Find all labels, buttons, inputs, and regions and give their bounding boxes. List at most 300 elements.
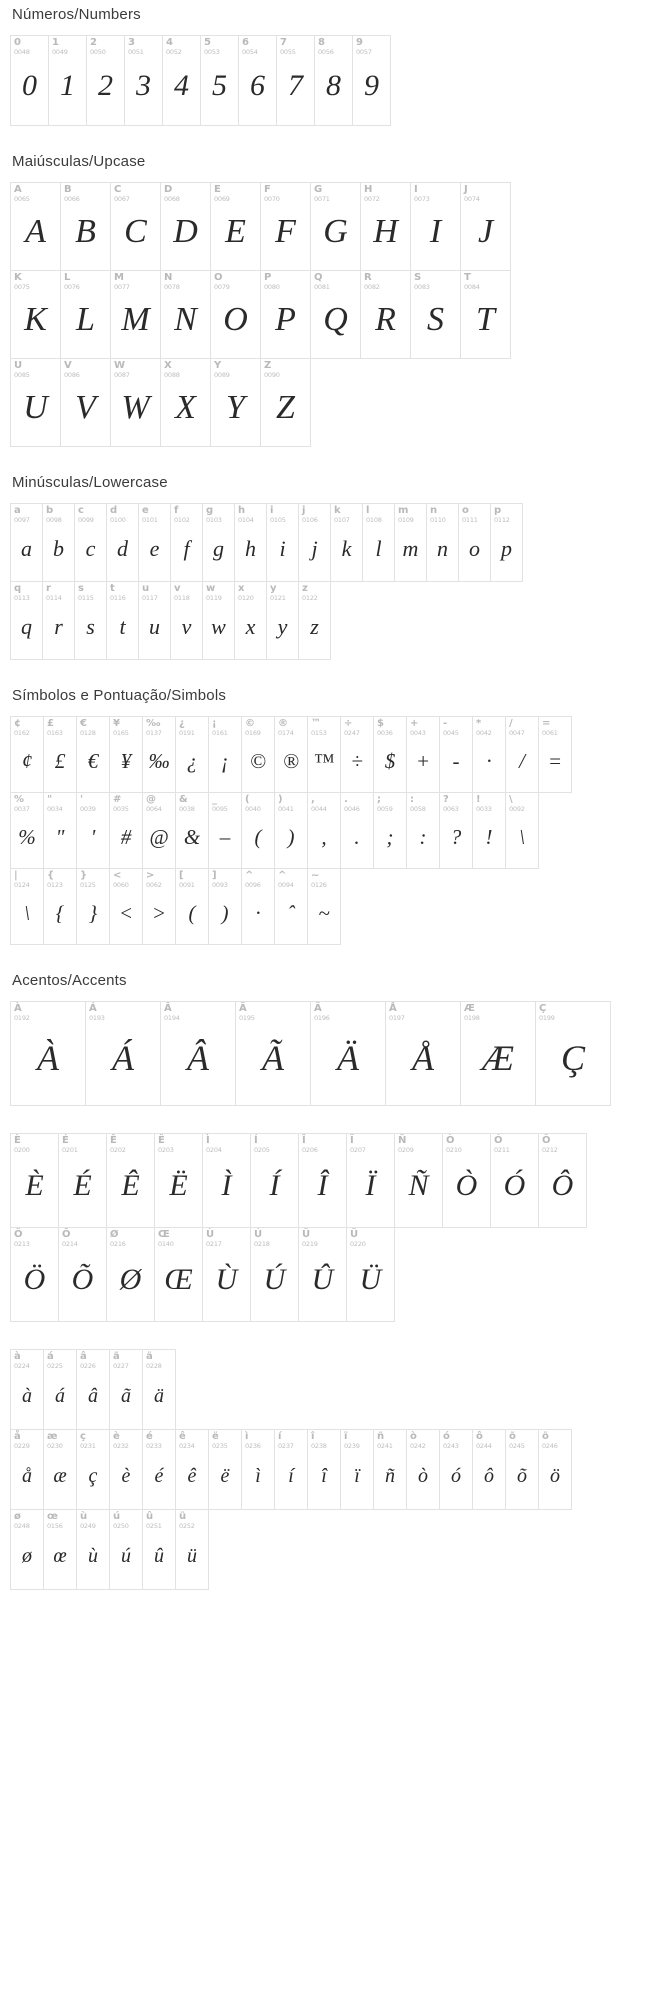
- glyph-character-label: ö: [542, 1431, 549, 1442]
- glyph-cell[interactable]: [299, 1228, 347, 1322]
- glyph-preview: É: [73, 1169, 92, 1203]
- glyph-cell[interactable]: [61, 359, 111, 447]
- glyph-cell[interactable]: [275, 793, 308, 869]
- glyph-preview: Œ: [164, 1263, 193, 1297]
- glyph-cell[interactable]: [11, 717, 44, 793]
- glyph-code-label: 0161: [212, 728, 228, 737]
- glyph-character-label: È: [14, 1135, 21, 1146]
- glyph-character-label: n: [430, 505, 438, 516]
- glyph-cell[interactable]: [203, 504, 235, 582]
- glyph-cell[interactable]: [59, 1134, 107, 1228]
- glyph-cell[interactable]: [491, 504, 523, 582]
- glyph-character-label: ã: [113, 1351, 120, 1362]
- glyph-cell[interactable]: [506, 1430, 539, 1510]
- glyph-code-label: 0094: [278, 880, 294, 889]
- glyph-cell[interactable]: [171, 504, 203, 582]
- glyph-meta: [61, 359, 110, 378]
- glyph-cell[interactable]: [11, 869, 44, 945]
- glyph-preview: B: [75, 213, 96, 251]
- glyph-meta: [11, 1510, 43, 1529]
- glyph-cell[interactable]: [347, 1228, 395, 1322]
- glyph-preview: Ø: [119, 1263, 142, 1297]
- glyph-cell[interactable]: [110, 1350, 143, 1430]
- glyph-cell[interactable]: [242, 869, 275, 945]
- glyph-cell[interactable]: [461, 183, 511, 271]
- glyph-cell[interactable]: [143, 1430, 176, 1510]
- glyph-cell[interactable]: [251, 1134, 299, 1228]
- glyph-meta: [539, 1430, 571, 1449]
- glyph-preview: Ñ: [408, 1169, 429, 1203]
- glyph-cell[interactable]: [110, 1430, 143, 1510]
- glyph-cell[interactable]: [209, 717, 242, 793]
- glyph-cell[interactable]: [411, 183, 461, 271]
- glyph-meta: [341, 793, 373, 812]
- glyph-cell[interactable]: [59, 1228, 107, 1322]
- glyph-meta: [77, 1510, 109, 1529]
- glyph-cell[interactable]: [443, 1134, 491, 1228]
- glyph-cell[interactable]: [203, 1134, 251, 1228]
- glyph-character-label: 9: [356, 37, 363, 48]
- glyph-cell[interactable]: [161, 1002, 236, 1106]
- glyph-code-label: 0048: [14, 47, 30, 56]
- glyph-cell[interactable]: [11, 359, 61, 447]
- glyph-preview: c: [85, 536, 96, 562]
- section-title: Acentos/Accents: [12, 972, 127, 989]
- glyph-preview: Á: [112, 1038, 134, 1079]
- glyph-cell[interactable]: [374, 1430, 407, 1510]
- glyph-cell[interactable]: [251, 1228, 299, 1322]
- glyph-cell[interactable]: [261, 271, 311, 359]
- glyph-cell[interactable]: [110, 717, 143, 793]
- glyph-cell[interactable]: [473, 717, 506, 793]
- glyph-cell[interactable]: [11, 183, 61, 271]
- glyph-preview: N: [174, 301, 197, 339]
- glyph-meta: [110, 1430, 142, 1449]
- glyph-cell[interactable]: [44, 1350, 77, 1430]
- glyph-code-label: 0069: [214, 194, 230, 203]
- glyph-row: [10, 1133, 587, 1228]
- glyph-cell[interactable]: [299, 504, 331, 582]
- glyph-cell[interactable]: [267, 582, 299, 660]
- glyph-cell[interactable]: [11, 36, 49, 126]
- glyph-cell[interactable]: [11, 793, 44, 869]
- glyph-character-label: (: [245, 794, 250, 805]
- glyph-cell[interactable]: [539, 1134, 587, 1228]
- glyph-cell[interactable]: [11, 1430, 44, 1510]
- glyph-cell[interactable]: [43, 582, 75, 660]
- glyph-cell[interactable]: [311, 183, 361, 271]
- glyph-code-label: 0247: [344, 728, 360, 737]
- glyph-cell[interactable]: [110, 793, 143, 869]
- glyph-preview: £: [54, 748, 66, 773]
- glyph-cell[interactable]: [242, 793, 275, 869]
- glyph-cell[interactable]: [440, 1430, 473, 1510]
- glyph-preview: f: [183, 536, 190, 562]
- glyph-preview: ¿: [186, 748, 198, 773]
- glyph-cell[interactable]: [308, 1430, 341, 1510]
- glyph-character-label: Q: [314, 272, 323, 283]
- glyph-character-label: v: [174, 583, 181, 594]
- glyph-meta: [11, 36, 48, 55]
- glyph-meta: [407, 1430, 439, 1449]
- glyph-meta: [209, 717, 241, 736]
- glyph-section: [0, 153, 661, 447]
- glyph-cell[interactable]: [176, 717, 209, 793]
- glyph-cell[interactable]: [275, 717, 308, 793]
- glyph-cell[interactable]: [411, 271, 461, 359]
- glyph-meta: [161, 1002, 235, 1021]
- glyph-cell[interactable]: [236, 1002, 311, 1106]
- glyph-meta: [111, 359, 160, 378]
- glyph-cell[interactable]: [539, 717, 572, 793]
- glyph-cell[interactable]: [341, 793, 374, 869]
- glyph-cell[interactable]: [209, 1430, 242, 1510]
- glyph-cell[interactable]: [211, 183, 261, 271]
- glyph-rows: [10, 1001, 661, 1106]
- glyph-meta: [209, 869, 241, 888]
- glyph-meta: [125, 36, 162, 55]
- glyph-cell[interactable]: [341, 1430, 374, 1510]
- glyph-cell[interactable]: [87, 36, 125, 126]
- glyph-cell[interactable]: [107, 504, 139, 582]
- glyph-cell[interactable]: [239, 36, 277, 126]
- glyph-cell[interactable]: [11, 1350, 44, 1430]
- glyph-cell[interactable]: [440, 717, 473, 793]
- glyph-character-label: H: [364, 184, 373, 195]
- glyph-cell[interactable]: [539, 1430, 572, 1510]
- glyph-cell[interactable]: [61, 183, 111, 271]
- glyph-rows: [10, 35, 661, 126]
- glyph-meta: [341, 1430, 373, 1449]
- glyph-cell[interactable]: [107, 1228, 155, 1322]
- glyph-cell[interactable]: [111, 271, 161, 359]
- glyph-character-label: {: [47, 870, 55, 881]
- glyph-preview: ÷: [351, 748, 363, 773]
- glyph-cell[interactable]: [44, 869, 77, 945]
- glyph-cell[interactable]: [77, 717, 110, 793]
- glyph-cell[interactable]: [176, 869, 209, 945]
- glyph-code-label: 0244: [476, 1441, 492, 1450]
- glyph-cell[interactable]: [347, 1134, 395, 1228]
- glyph-cell[interactable]: [341, 717, 374, 793]
- glyph-character-label: Ô: [542, 1135, 551, 1146]
- glyph-meta: [11, 504, 42, 523]
- glyph-preview: &: [183, 824, 201, 849]
- glyph-meta: [11, 359, 60, 378]
- glyph-meta: [77, 1430, 109, 1449]
- glyph-meta: [110, 1350, 142, 1369]
- glyph-cell[interactable]: [315, 36, 353, 126]
- glyph-code-label: 0061: [542, 728, 558, 737]
- glyph-character-label: ¡: [212, 718, 217, 729]
- glyph-cell[interactable]: [44, 717, 77, 793]
- glyph-cell[interactable]: [139, 582, 171, 660]
- glyph-preview: z: [310, 614, 319, 640]
- glyph-cell[interactable]: [201, 36, 239, 126]
- glyph-cell[interactable]: [77, 869, 110, 945]
- glyph-cell[interactable]: [235, 504, 267, 582]
- glyph-code-label: 0123: [47, 880, 63, 889]
- glyph-meta: [374, 793, 406, 812]
- glyph-character-label: \: [509, 794, 513, 805]
- glyph-meta: [59, 1134, 106, 1153]
- glyph-meta: [395, 504, 426, 523]
- glyph-preview: i: [279, 536, 286, 562]
- glyph-cell[interactable]: [161, 271, 211, 359]
- glyph-cell[interactable]: [361, 183, 411, 271]
- glyph-cell[interactable]: [299, 1134, 347, 1228]
- glyph-meta: [311, 183, 360, 202]
- glyph-cell[interactable]: [427, 504, 459, 582]
- glyph-cell[interactable]: [407, 1430, 440, 1510]
- glyph-cell[interactable]: [473, 1430, 506, 1510]
- glyph-preview: ó: [451, 1464, 461, 1487]
- glyph-character-label: Ñ: [398, 1135, 407, 1146]
- glyph-meta: [308, 869, 340, 888]
- glyph-preview: 4: [174, 69, 189, 103]
- glyph-cell[interactable]: [211, 271, 261, 359]
- glyph-cell[interactable]: [125, 36, 163, 126]
- glyph-preview: <: [118, 900, 134, 925]
- glyph-character-label: Å: [389, 1003, 397, 1014]
- glyph-cell[interactable]: [143, 1350, 176, 1430]
- glyph-cell[interactable]: [77, 1350, 110, 1430]
- glyph-code-label: 0192: [14, 1013, 30, 1022]
- glyph-cell[interactable]: [473, 793, 506, 869]
- glyph-cell[interactable]: [44, 1430, 77, 1510]
- glyph-cell[interactable]: [143, 793, 176, 869]
- glyph-preview: b: [53, 536, 64, 562]
- glyph-cell[interactable]: [11, 1134, 59, 1228]
- glyph-cell[interactable]: [44, 793, 77, 869]
- glyph-cell[interactable]: [361, 271, 411, 359]
- glyph-cell[interactable]: [235, 582, 267, 660]
- glyph-cell[interactable]: [77, 793, 110, 869]
- glyph-code-label: 0113: [14, 593, 30, 602]
- glyph-preview: e: [149, 536, 160, 562]
- glyph-cell[interactable]: [110, 1510, 143, 1590]
- glyph-row: [10, 270, 511, 359]
- glyph-cell[interactable]: [176, 1430, 209, 1510]
- glyph-code-label: 0096: [245, 880, 261, 889]
- glyph-cell[interactable]: [242, 717, 275, 793]
- glyph-cell[interactable]: [275, 1430, 308, 1510]
- glyph-cell[interactable]: [11, 1228, 59, 1322]
- glyph-cell[interactable]: [44, 1510, 77, 1590]
- glyph-cell[interactable]: [311, 1002, 386, 1106]
- glyph-cell[interactable]: [161, 359, 211, 447]
- glyph-preview: D: [173, 213, 198, 251]
- glyph-cell[interactable]: [171, 582, 203, 660]
- glyph-cell[interactable]: [161, 183, 211, 271]
- glyph-preview: à: [22, 1384, 32, 1407]
- glyph-character-label: E: [214, 184, 221, 195]
- glyph-meta: [235, 582, 266, 601]
- glyph-character-label: Æ: [464, 1003, 475, 1014]
- glyph-cell[interactable]: [299, 582, 331, 660]
- glyph-cell[interactable]: [61, 271, 111, 359]
- glyph-preview: û: [154, 1544, 164, 1567]
- glyph-character-label: U: [14, 360, 23, 371]
- glyph-preview: ©: [250, 748, 266, 773]
- glyph-cell[interactable]: [211, 359, 261, 447]
- glyph-character-label: ú: [113, 1511, 121, 1522]
- glyph-meta: [211, 359, 260, 378]
- glyph-preview: =: [547, 748, 563, 773]
- glyph-cell[interactable]: [374, 793, 407, 869]
- glyph-cell[interactable]: [77, 1430, 110, 1510]
- glyph-section: [0, 687, 661, 945]
- glyph-cell[interactable]: [209, 793, 242, 869]
- glyph-cell[interactable]: [374, 717, 407, 793]
- glyph-meta: [275, 1430, 307, 1449]
- glyph-meta: [161, 183, 210, 202]
- glyph-cell[interactable]: [536, 1002, 611, 1106]
- glyph-meta: [176, 1430, 208, 1449]
- glyph-preview: Ô: [551, 1169, 574, 1203]
- glyph-cell[interactable]: [461, 271, 511, 359]
- glyph-cell[interactable]: [75, 582, 107, 660]
- glyph-cell[interactable]: [311, 271, 361, 359]
- glyph-preview: C: [124, 213, 147, 251]
- glyph-character-label: ¥: [113, 718, 120, 729]
- glyph-cell[interactable]: [86, 1002, 161, 1106]
- glyph-cell[interactable]: [386, 1002, 461, 1106]
- glyph-cell[interactable]: [242, 1430, 275, 1510]
- glyph-cell[interactable]: [11, 271, 61, 359]
- glyph-row: [10, 503, 523, 582]
- glyph-cell[interactable]: [407, 717, 440, 793]
- glyph-cell[interactable]: [261, 183, 311, 271]
- glyph-cell[interactable]: [331, 504, 363, 582]
- glyph-cell[interactable]: [363, 504, 395, 582]
- glyph-character-label: M: [114, 272, 124, 283]
- glyph-cell[interactable]: [43, 504, 75, 582]
- glyph-character-label: e: [142, 505, 149, 516]
- glyph-character-label: T: [464, 272, 471, 283]
- glyph-character-label: K: [14, 272, 22, 283]
- glyph-preview: â: [88, 1384, 98, 1407]
- glyph-cell[interactable]: [139, 504, 171, 582]
- glyph-preview: ,: [321, 824, 327, 849]
- glyph-cell[interactable]: [506, 793, 539, 869]
- glyph-cell[interactable]: [395, 504, 427, 582]
- glyph-cell[interactable]: [203, 582, 235, 660]
- glyph-cell[interactable]: [308, 717, 341, 793]
- glyph-code-label: 0042: [476, 728, 492, 737]
- glyph-code-label: 0041: [278, 804, 294, 813]
- glyph-code-label: 0087: [114, 370, 130, 379]
- glyph-character-label: ø: [14, 1511, 21, 1522]
- glyph-cell[interactable]: [440, 793, 473, 869]
- glyph-cell[interactable]: [155, 1134, 203, 1228]
- glyph-character-label: h: [238, 505, 246, 516]
- glyph-cell[interactable]: [308, 793, 341, 869]
- glyph-cell[interactable]: [353, 36, 391, 126]
- glyph-preview: Ú: [263, 1263, 286, 1297]
- glyph-code-label: 0046: [344, 804, 360, 813]
- glyph-section: [0, 6, 661, 126]
- glyph-preview: 9: [364, 69, 379, 103]
- glyph-cell[interactable]: [163, 36, 201, 126]
- glyph-code-label: 0137: [146, 728, 162, 737]
- glyph-character-label: ÷: [344, 718, 353, 729]
- glyph-character-label: è: [113, 1431, 120, 1442]
- glyph-code-label: 0071: [314, 194, 330, 203]
- glyph-cell[interactable]: [176, 1510, 209, 1590]
- glyph-rows: [10, 716, 661, 945]
- glyph-cell[interactable]: [209, 869, 242, 945]
- glyph-cell[interactable]: [203, 1228, 251, 1322]
- glyph-code-label: 0034: [47, 804, 63, 813]
- glyph-character-label: O: [214, 272, 223, 283]
- glyph-cell[interactable]: [261, 359, 311, 447]
- glyph-character-label: =: [542, 718, 551, 729]
- glyph-cell[interactable]: [407, 793, 440, 869]
- glyph-code-label: 0235: [212, 1441, 228, 1450]
- glyph-cell[interactable]: [11, 504, 43, 582]
- glyph-character-label: B: [64, 184, 72, 195]
- glyph-cell[interactable]: [110, 869, 143, 945]
- glyph-cell[interactable]: [308, 869, 341, 945]
- glyph-code-label: 0103: [206, 515, 222, 524]
- glyph-character-label: -: [443, 718, 448, 729]
- glyph-code-label: 0241: [377, 1441, 393, 1450]
- glyph-code-label: 0216: [110, 1239, 126, 1248]
- glyph-cell[interactable]: [176, 793, 209, 869]
- glyph-preview: Ö: [23, 1263, 46, 1297]
- glyph-cell[interactable]: [111, 183, 161, 271]
- glyph-cell[interactable]: [395, 1134, 443, 1228]
- glyph-cell[interactable]: [506, 717, 539, 793]
- glyph-character-label: ': [80, 794, 84, 805]
- glyph-code-label: 0153: [311, 728, 327, 737]
- glyph-preview: x: [245, 614, 256, 640]
- glyph-cell[interactable]: [155, 1228, 203, 1322]
- glyph-preview: ù: [88, 1544, 98, 1567]
- glyph-code-label: 0093: [212, 880, 228, 889]
- glyph-cell[interactable]: [143, 869, 176, 945]
- glyph-cell[interactable]: [461, 1002, 536, 1106]
- glyph-code-label: 0037: [14, 804, 30, 813]
- glyph-cell[interactable]: [77, 1510, 110, 1590]
- glyph-cell[interactable]: [267, 504, 299, 582]
- glyph-cell[interactable]: [11, 582, 43, 660]
- glyph-character-label: .: [344, 794, 348, 805]
- glyph-cell[interactable]: [11, 1510, 44, 1590]
- glyph-character-label: œ: [47, 1511, 58, 1522]
- glyph-cell[interactable]: [111, 359, 161, 447]
- glyph-cell[interactable]: [275, 869, 308, 945]
- glyph-cell[interactable]: [277, 36, 315, 126]
- glyph-cell[interactable]: [143, 1510, 176, 1590]
- glyph-character-label: q: [14, 583, 22, 594]
- glyph-cell[interactable]: [11, 1002, 86, 1106]
- glyph-cell[interactable]: [491, 1134, 539, 1228]
- glyph-preview: y: [277, 614, 288, 640]
- glyph-cell[interactable]: [107, 582, 139, 660]
- glyph-cell[interactable]: [459, 504, 491, 582]
- glyph-cell[interactable]: [143, 717, 176, 793]
- glyph-cell[interactable]: [49, 36, 87, 126]
- glyph-code-label: 0228: [146, 1361, 162, 1370]
- glyph-cell[interactable]: [75, 504, 107, 582]
- glyph-meta: [59, 1228, 106, 1247]
- glyph-meta: [111, 183, 160, 202]
- glyph-character-label: C: [114, 184, 122, 195]
- glyph-preview: Õ: [71, 1263, 94, 1297]
- glyph-cell[interactable]: [107, 1134, 155, 1228]
